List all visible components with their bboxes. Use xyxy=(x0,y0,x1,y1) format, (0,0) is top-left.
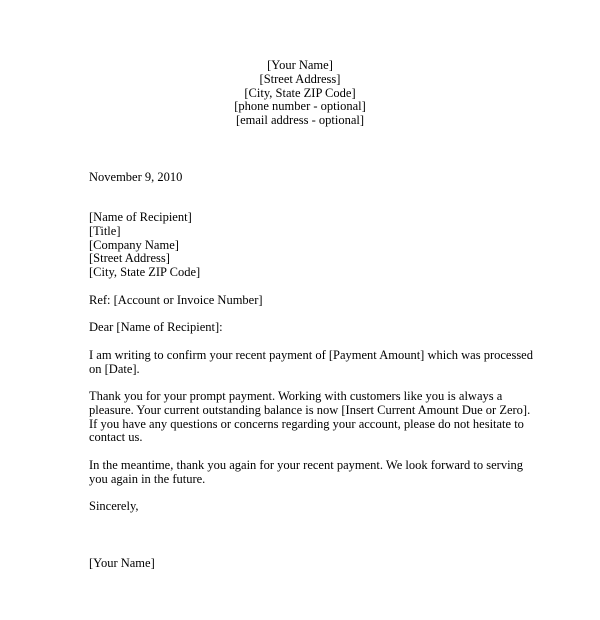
paragraph-line: on [Date]. xyxy=(89,361,140,376)
recipient-address-block xyxy=(89,211,529,280)
paragraph-thank-you xyxy=(89,390,529,445)
paragraph-line: In the meantime, thank you again for your recent payment. We look forward to serving xyxy=(89,458,524,472)
paragraph-line: contact us. xyxy=(89,430,143,445)
recipient-company: [Company Name] xyxy=(89,237,179,252)
signature-name: [Your Name] xyxy=(89,556,155,570)
recipient-street: [Street Address] xyxy=(89,251,170,266)
sender-address-block xyxy=(0,59,600,128)
sender-city: [City, State ZIP Code] xyxy=(244,85,356,100)
sender-name: [Your Name] xyxy=(267,58,333,72)
paragraph-payment-confirmation xyxy=(89,348,533,377)
paragraph-line: pleasure. Your current outstanding balance is now [Insert Current Amount Due or Zero]. xyxy=(89,402,531,417)
complimentary-close: Sincerely, xyxy=(89,499,139,513)
reference-line: Ref: [Account or Invoice Number] xyxy=(89,293,263,307)
recipient-city: [City, State ZIP Code] xyxy=(89,265,201,280)
paragraph-line: you again in the future. xyxy=(89,471,206,486)
paragraph-line: I am writing to confirm your recent payment of [Payment Amount] which was processed xyxy=(89,348,533,362)
letter-date: November 9, 2010 xyxy=(89,170,183,184)
sender-street: [Street Address] xyxy=(259,71,341,86)
sender-phone: [phone number - optional] xyxy=(234,99,366,114)
paragraph-line: Thank you for your prompt payment. Working with customers like you is always a xyxy=(89,389,503,403)
paragraph-line: If you have any questions or concerns regarding your account, please do not hesitate to xyxy=(89,416,524,431)
paragraph-closing-remarks xyxy=(89,459,529,487)
sender-email: [email address - optional] xyxy=(235,113,365,128)
recipient-title: [Title] xyxy=(89,223,121,238)
salutation: Dear [Name of Recipient]: xyxy=(89,320,223,334)
recipient-name: [Name of Recipient] xyxy=(89,210,192,224)
